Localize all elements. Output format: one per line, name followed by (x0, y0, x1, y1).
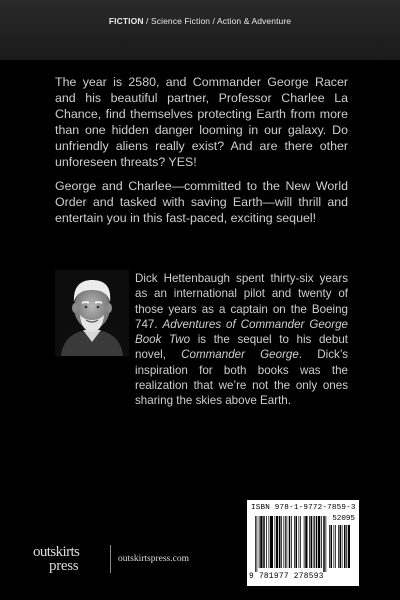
barcode-bar (321, 516, 322, 568)
price-code: 52095 (332, 515, 355, 523)
barcode-bar (255, 516, 256, 572)
barcode-bar (296, 516, 298, 568)
barcode-bar (311, 516, 313, 568)
logo-divider (110, 545, 111, 573)
barcode-bar (257, 516, 258, 572)
barcode-bar (329, 525, 330, 568)
barcode-bar (284, 516, 285, 568)
barcode-bar (340, 525, 342, 568)
barcode-bar (291, 516, 292, 568)
logo-text-top: outskirts (33, 544, 80, 560)
barcode-bar (318, 516, 320, 568)
barcode-bar (281, 516, 282, 568)
book-title-debut: Commander George (181, 348, 299, 362)
isbn-barcode (247, 500, 359, 586)
author-bio-text-1: Dick Hettenbaugh spent thirty-six years as an international pilot and twenty of those years as a captain on the Boeing 747. (135, 272, 348, 331)
author-bio-text-3: . Dick’s inspiration for both books was the realization that we’re not the only ones sharing the skies above Earth. (135, 348, 348, 408)
barcode-bar (287, 516, 288, 568)
barcode-bar (335, 525, 336, 568)
barcode-bar (323, 516, 325, 572)
barcode-bar (270, 516, 273, 568)
category-main: FICTION (108, 16, 144, 26)
barcode-bars-addon (329, 525, 355, 572)
barcode-bar (294, 516, 295, 568)
header-band (0, 0, 400, 60)
barcode-bar (346, 525, 347, 568)
barcode-bars-main (255, 516, 327, 572)
barcode-bar (304, 516, 305, 568)
barcode-bar (334, 525, 335, 568)
isbn-label: ISBN 978-1-9772-7859-3 (251, 504, 356, 512)
barcode-bar (276, 516, 278, 568)
barcode-bar (275, 516, 276, 568)
author-bio-text-2: is the sequel to his debut novel, (135, 333, 348, 362)
barcode-bar (314, 516, 315, 568)
barcode-bar (299, 516, 300, 568)
barcode-bar (342, 525, 343, 568)
barcode-bar (348, 525, 350, 568)
barcode-bar (289, 516, 291, 568)
barcode-bar (300, 516, 301, 568)
outskirts-press-logo (33, 544, 101, 576)
barcode-bar (316, 516, 318, 568)
barcode-bar (309, 516, 310, 568)
barcode-bar (263, 516, 265, 568)
barcode-bar (338, 525, 339, 568)
barcode-bar (266, 516, 267, 568)
barcode-bar (269, 516, 270, 568)
barcode-bar (331, 525, 333, 568)
book-title-sequel: Adventures of Commander George Book Two (135, 317, 348, 347)
category-rest: / Science Fiction / Action & Adventure (143, 16, 292, 26)
publisher-url: outskirtspress.com (118, 554, 189, 564)
barcode-bar (259, 516, 260, 568)
barcode-bar (344, 525, 346, 568)
author-bio (135, 271, 348, 409)
barcode-bar (260, 516, 262, 568)
category-line (0, 16, 400, 26)
blurb-paragraph-1: The year is 2580, and Commander George Racer and his beautiful partner, Professor Charlee La Chance, find themselves protecting Earth from more than one hidden danger looming in our galaxy. Do unfriendly aliens really exist? And are there other unforeseen threats? YES! (55, 75, 348, 169)
barcode-bar (313, 516, 314, 568)
author-photo (55, 270, 129, 356)
barcode-bar (326, 516, 327, 572)
author-portrait-illustration (55, 270, 129, 356)
blurb-paragraph-2: George and Charlee—committed to the New World Order and tasked with saving Earth—will thrill and entertain you in this fast-paced, exciting sequel! (55, 179, 348, 225)
barcode-bar (285, 516, 286, 568)
barcode-bar (305, 516, 307, 568)
logo-text-bottom: press (49, 558, 79, 574)
barcode-bar (279, 516, 281, 568)
barcode-digits: 9 781977 278593 (249, 573, 324, 581)
